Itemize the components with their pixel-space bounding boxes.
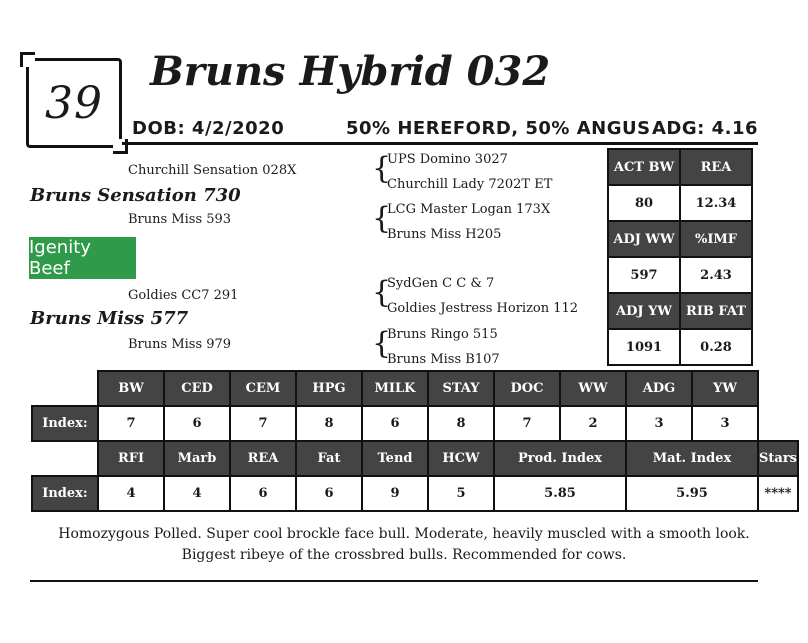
dam-sire: Goldies CC7 291 — [128, 288, 239, 303]
description-line: Biggest ribeye of the crossbred bulls. Recommended for cows. — [181, 547, 627, 563]
index-header: DOC — [494, 371, 560, 406]
index-header: MILK — [362, 371, 428, 406]
brace-icon: { — [372, 151, 392, 186]
index-value: 7 — [230, 406, 296, 441]
grid-value: 2.43 — [680, 257, 752, 293]
index-header: WW — [560, 371, 626, 406]
brace-icon: { — [372, 275, 392, 310]
dam-dam: Bruns Miss 979 — [128, 337, 232, 352]
index-value: 9 — [362, 476, 428, 511]
index-header: REA — [230, 441, 296, 476]
animal-name: Bruns Hybrid 032 — [150, 48, 551, 95]
ancestor: Bruns Miss B107 — [387, 352, 500, 367]
grid-header: %IMF — [680, 221, 752, 257]
grid-header: ACT BW — [608, 149, 680, 185]
ancestor: SydGen C C & 7 — [387, 276, 495, 291]
divider — [30, 580, 758, 582]
ancestor: UPS Domino 3027 — [387, 152, 508, 167]
grid-header: REA — [680, 149, 752, 185]
grid-value: 1091 — [608, 329, 680, 365]
index-header: RFI — [98, 441, 164, 476]
index-value: 4 — [98, 476, 164, 511]
index-header: STAY — [428, 371, 494, 406]
index-label: Index: — [32, 476, 98, 511]
description-line: Homozygous Polled. Super cool brockle face bull. Moderate, heavily muscled with a smooth look. — [58, 526, 750, 542]
sire-sire: Churchill Sensation 028X — [128, 163, 297, 178]
sire-dam: Bruns Miss 593 — [128, 212, 232, 227]
description — [40, 524, 768, 566]
brace-icon: { — [372, 201, 392, 236]
index-value: 6 — [296, 476, 362, 511]
ancestor: Bruns Miss H205 — [387, 227, 502, 242]
brace-icon: { — [372, 326, 392, 361]
blank-cell — [32, 441, 98, 476]
stars-value: **** — [758, 476, 798, 511]
index-header: CEM — [230, 371, 296, 406]
index-value: 5.95 — [626, 476, 758, 511]
index-header: HPG — [296, 371, 362, 406]
index-header: CED — [164, 371, 230, 406]
index-header: HCW — [428, 441, 494, 476]
grid-value: 12.34 — [680, 185, 752, 221]
grid-header: ADJ YW — [608, 293, 680, 329]
index-header: BW — [98, 371, 164, 406]
dob: DOB: 4/2/2020 — [132, 118, 285, 139]
index-value: 8 — [296, 406, 362, 441]
index-value: 3 — [692, 406, 758, 441]
index-value: 7 — [98, 406, 164, 441]
lot-number: 39 — [45, 77, 103, 129]
index-header: Prod. Index — [494, 441, 626, 476]
index-header: YW — [692, 371, 758, 406]
ancestor: Bruns Ringo 515 — [387, 327, 498, 342]
grid-value: 597 — [608, 257, 680, 293]
index-value: 5.85 — [494, 476, 626, 511]
index-value: 7 — [494, 406, 560, 441]
index-value: 5 — [428, 476, 494, 511]
index-value: 2 — [560, 406, 626, 441]
grid-header: RIB FAT — [680, 293, 752, 329]
blank-cell — [32, 371, 98, 406]
grid-header: ADJ WW — [608, 221, 680, 257]
performance-grid — [607, 148, 753, 366]
index-value: 6 — [164, 406, 230, 441]
index-value: 3 — [626, 406, 692, 441]
grid-value: 0.28 — [680, 329, 752, 365]
ancestor: Churchill Lady 7202T ET — [387, 177, 553, 192]
igenity-beef-logo: Igenity Beef — [29, 237, 136, 279]
index-header: Tend — [362, 441, 428, 476]
sire: Bruns Sensation 730 — [30, 185, 241, 206]
dam: Bruns Miss 577 — [30, 308, 189, 329]
index-value: 4 — [164, 476, 230, 511]
index-label: Index: — [32, 406, 98, 441]
ancestor: LCG Master Logan 173X — [387, 202, 551, 217]
index-header: Fat — [296, 441, 362, 476]
breed: 50% HEREFORD, 50% ANGUS — [346, 118, 651, 139]
index-value: 6 — [362, 406, 428, 441]
index-value: 8 — [428, 406, 494, 441]
index-table — [31, 370, 799, 512]
grid-value: 80 — [608, 185, 680, 221]
index-header: Marb — [164, 441, 230, 476]
adg: ADG: 4.16 — [651, 118, 758, 139]
info-bar — [122, 116, 758, 145]
index-header: Stars — [758, 441, 798, 476]
ancestor: Goldies Jestress Horizon 112 — [387, 301, 579, 316]
lot-number-box — [26, 58, 122, 148]
index-header: ADG — [626, 371, 692, 406]
index-value: 6 — [230, 476, 296, 511]
index-header: Mat. Index — [626, 441, 758, 476]
